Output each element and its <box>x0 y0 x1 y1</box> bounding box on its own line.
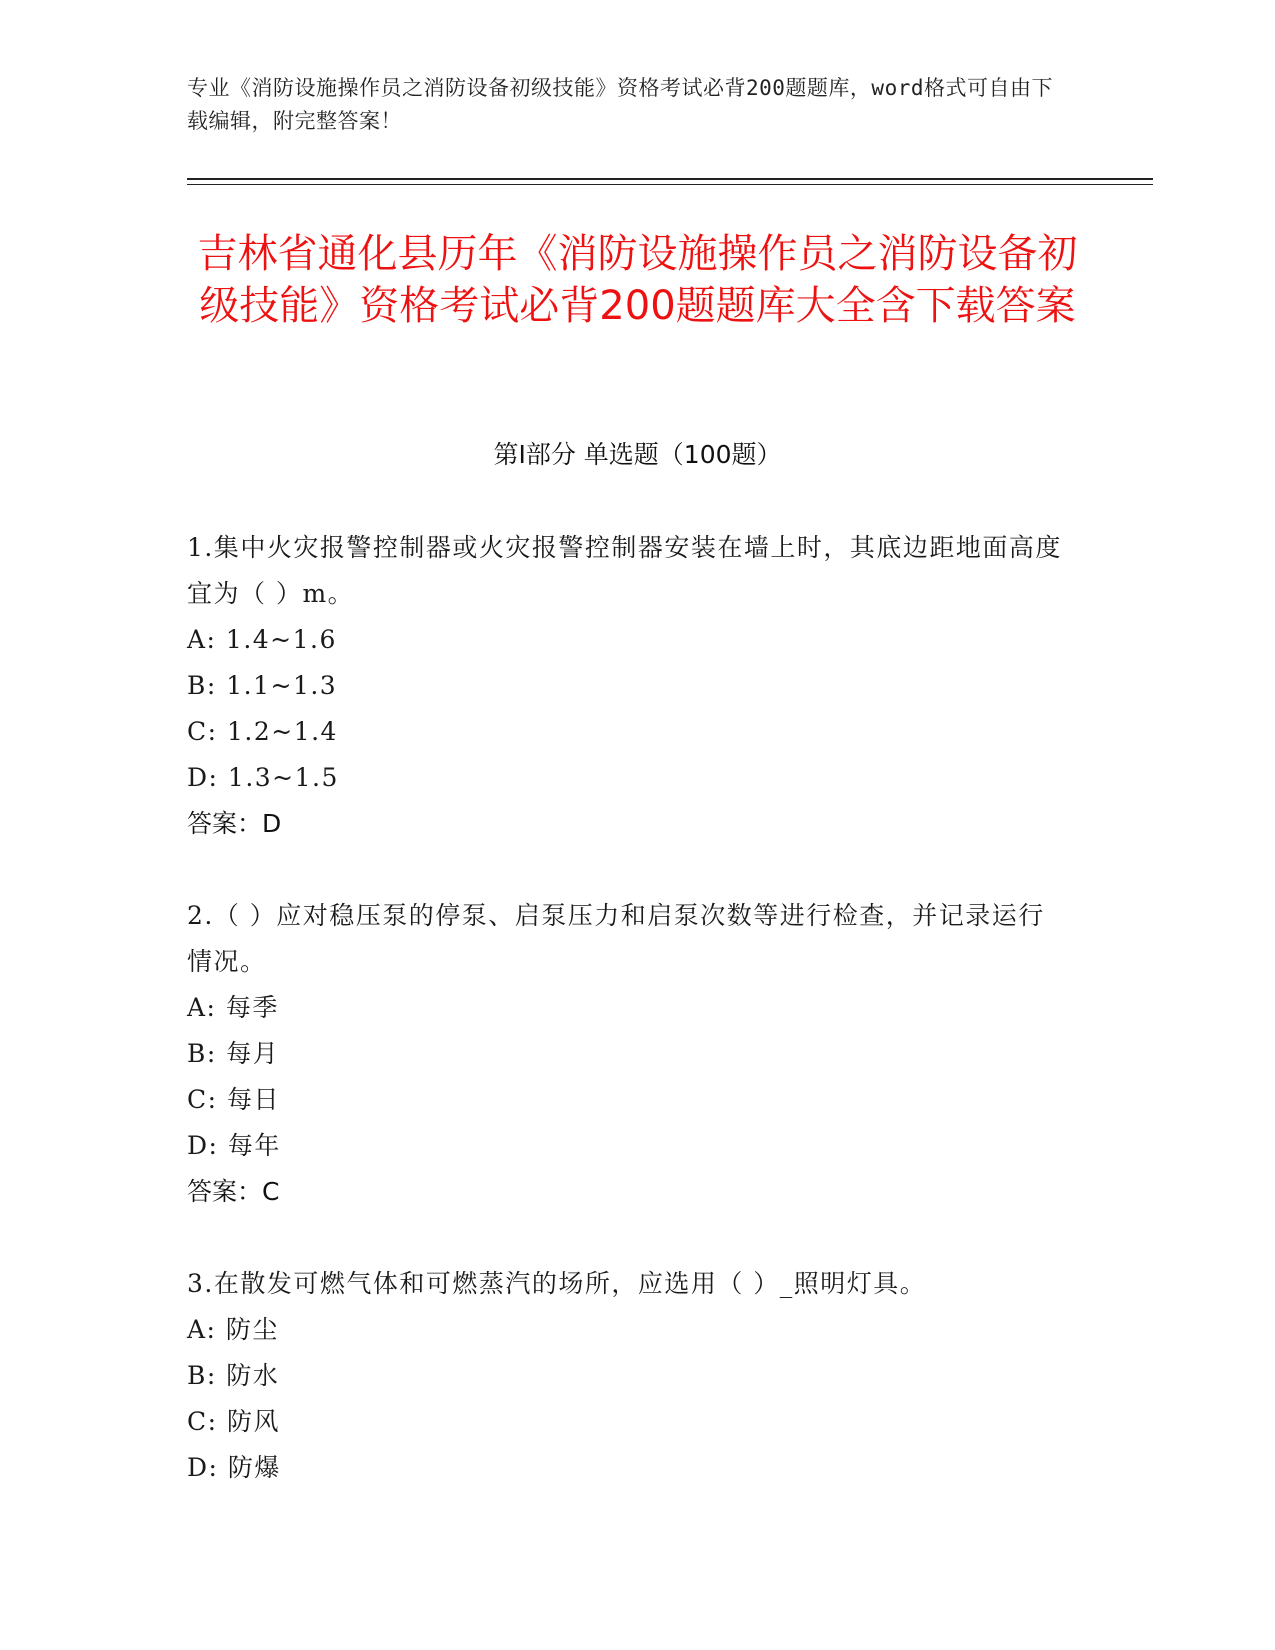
option-c: C: 防风 <box>187 1407 280 1436</box>
question-item <box>187 525 1067 847</box>
question-item <box>187 1261 1067 1491</box>
option-d: D: 每年 <box>187 1131 281 1160</box>
answer-text: 答案：C <box>187 1177 280 1206</box>
header-divider-thin <box>187 184 1153 185</box>
option-a: A: 每季 <box>187 993 279 1022</box>
document-title: 吉林省通化县历年《消防设施操作员之消防设备初级技能》资格考试必背200题题库大全含下载答案 <box>197 231 1078 329</box>
option-d: D: 防爆 <box>187 1453 281 1482</box>
option-d: D: 1.3~1.5 <box>187 763 339 792</box>
header-note: 专业《消防设施操作员之消防设备初级技能》资格考试必背200题题库，word格式可自由下载编辑，附完整答案！ <box>187 76 1053 133</box>
question-stem: 1.集中火灾报警控制器或火灾报警控制器安装在墙上时，其底边距地面高度宜为（ ）m。 <box>187 533 1062 608</box>
question-stem: 2.（ ）应对稳压泵的停泵、启泵压力和启泵次数等进行检查，并记录运行情况。 <box>187 901 1045 976</box>
header-divider-thick <box>187 178 1153 180</box>
section-heading: 第I部分 单选题（100题） <box>493 440 782 469</box>
option-c: C: 每日 <box>187 1085 280 1114</box>
question-stem: 3.在散发可燃气体和可燃蒸汽的场所，应选用（ ）_照明灯具。 <box>187 1269 927 1298</box>
option-b: B: 防水 <box>187 1361 280 1390</box>
option-b: B: 每月 <box>187 1039 280 1068</box>
question-list <box>187 525 1067 1537</box>
option-a: A: 防尘 <box>187 1315 279 1344</box>
question-item <box>187 893 1067 1215</box>
answer-text: 答案：D <box>187 809 282 838</box>
option-a: A: 1.4~1.6 <box>187 625 337 654</box>
option-b: B: 1.1~1.3 <box>187 671 338 700</box>
option-c: C: 1.2~1.4 <box>187 717 338 746</box>
